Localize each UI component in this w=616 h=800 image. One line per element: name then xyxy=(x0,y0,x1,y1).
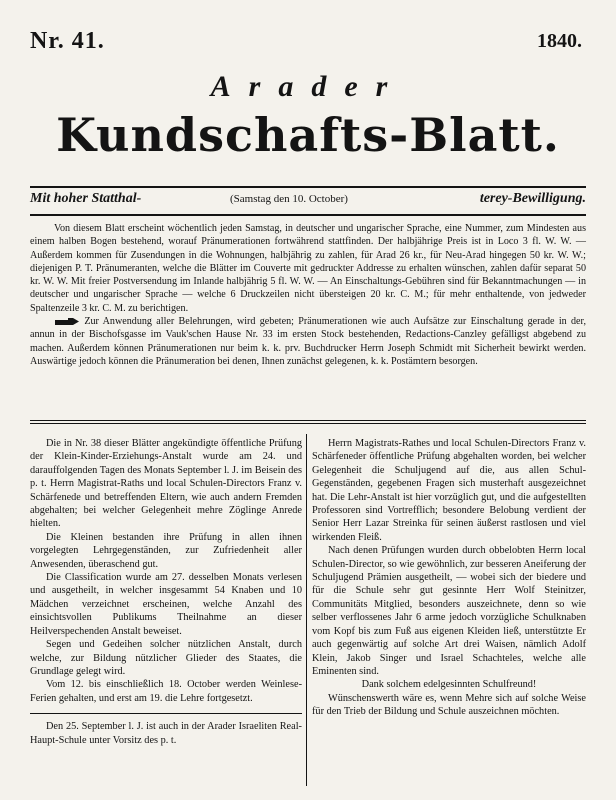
left-paragraph-1: Die in Nr. 38 dieser Blätter angekündigte öffentliche Prüfung der Klein-Kinder-Erziehungs-Anstalt wurde am 24. und darauffolgenden Tagen des Monats September l. J. im Beisein des p. t. Herrn Magistrat-Raths und local Schulen-Directors Franz v. Schärfenede und betreffenden Eltern, wie auch andern Fremden abgehalten; bei welcher Gelegenheit mehre Zöglinge Anrede hielten. xyxy=(30,438,302,530)
notice-paragraph-1: Von diesem Blatt erscheint wöchentlich jeden Samstag, in deutscher und ungarischer Sprache, eine Nummer, zum Mindesten aus einem halben Bogen bestehend, worauf Pränumerationen fortwährend stattfinden. Der halbjährige Preis ist in Loco 3 fl. W. W. — Außerdem kommen für Zusendungen in die Wohnungen, halbjährig zu zahlen, für Arad 26 kr., für Neu-Arad hingegen 50 kr. W. W.; diejenigen P. T. Pränumeranten, welche die Blätter im Couverte mit gedruckter Addresse zu erhalten wünschen, zahlen dafür separat 50 kr. W. W. Mit freier Postversendung im Inlande halbjährig 5 fl. W. W. — An Einschaltungs-Gebühren sind für Bekanntmachungen — in deutscher und ungarischer Sprache — welche 6 Druckzeilen nicht übersteigen 20 kr. C. M.; für mehr enthaltende, von jedweder Spaltenzeile 3 kr. C. M. zu berichtigen. xyxy=(30,223,586,314)
right-paragraph-2: Nach denen Prüfungen wurden durch obbelobten Herrn local Schulen-Director, so wie gewöhnlich, zur besseren Aneiferung der Schuljugend Prämien ausgetheilt, — wobei sich der biedere und für die Schule sehr gut gesinnte Herr Wolf Steinitzer, Communitäts Mitglied, besonders auszeichnete, denn so wie selber verflossenes Jahr 6 arme jedoch vorzügliche Schulknaben vom Kopf bis zum Fuß aus eigenen Kleiden ließ, unterstützte Er auch gegenwärtig auf solche Art drei Waisen, nämlich Adolf Klein, Jakob Singer und Israel Schachteles, welche alle Eminenten sind. xyxy=(312,545,586,677)
pointing-hand-icon xyxy=(54,317,80,326)
right-paragraph-3: Dank solchem edelgesinnten Schulfreund! xyxy=(361,679,537,691)
issue-number: Nr. 41. xyxy=(30,28,105,54)
right-paragraph-4: Wünschenswerth wäre es, wenn Mehre sich auf solche Weise für den Trieb der Bildung und Schule auszeichnen möchten. xyxy=(312,692,586,718)
left-paragraph-4: Segen und Gedeihen solcher nützlichen Anstalt, durch welche, zur Bildung nützlicher Glieder des Staates, die Grundlage gelegt wird. xyxy=(30,639,302,677)
rule-above-columns-double xyxy=(30,423,586,424)
notice-paragraph-2: Zur Anwendung aller Belehrungen, wird gebeten; Pränumerationen wie auch Aufsätze zur Einschaltung gerade in der, annun in der Bischofsgasse im Vauk'schen Hause Nr. 33 im ersten Stock bestehenden, Redactions-Canzley gefälligst abgebend zu machen. Außerdem können Pränumerationen nur beim k. k. prv. Buchdrucker Herrn Joseph Schmidt mit Sicherheit bewirkt werden. Auswärtige jedoch können die Pränumeration bei denen, Ihnen zunächst gelegenen, k. k. Postämtern besorgen. xyxy=(30,316,586,367)
left-column xyxy=(30,437,302,747)
subtitle-right: terey-Bewilligung. xyxy=(479,191,586,206)
column-divider xyxy=(306,434,307,786)
rule-below-subtitle xyxy=(30,214,586,216)
right-paragraph-1: Herrn Magistrats-Rathes und local Schulen-Directors Franz v. Schärfeneder öffentliche Prüfung abgehalten worden, bei welcher Gelegenheit die Schuljugend auf die, aus allen Schul-Gegenständen, gegebenen Fragen sich musterhaft ausgezeichnet hat. Die Lehr-Anstalt ist hier vorzüglich gut, und die aufgestellten Professoren sind Vortrefflich; besondere Belobung verdient der Senior Herr Lazar Streinka für seinen äußerst rastlosen und viel wirkenden Fleiß. xyxy=(312,438,586,543)
left-column-separator xyxy=(30,713,302,714)
left-paragraph-3: Die Classification wurde am 27. desselben Monats verlesen und ausgetheilt, in welcher insgesammt 54 Knaben und 10 Mädchen verzeichnet erscheinen, welche Anzahl des einsichtsvollen Publikums Theilnahme an dieser Heilverspechenden Anstalt beweiset. xyxy=(30,572,302,637)
left-paragraph-6: Den 25. September l. J. ist auch in der Arader Israeliten Real-Haupt-Schule unter Vorsitz des p. t. xyxy=(30,721,302,746)
notice-paragraph-2-wrap xyxy=(30,315,586,368)
issue-year: 1840. xyxy=(537,30,582,52)
rule-above-columns xyxy=(30,420,586,421)
masthead-title: Kundschafts-Blatt. xyxy=(56,108,560,162)
left-paragraph-5: Vom 12. bis einschließlich 18. October werden Weinlese-Ferien gehalten, und erst am 19. die Lehre fortgesetzt. xyxy=(30,679,302,704)
subtitle-line xyxy=(30,191,586,211)
left-paragraph-2: Die Kleinen bestanden ihre Prüfung in allen ihnen vorgelegten Lehrgegenständen, zur Zufriedenheit aller Anwesenden, überaschend gut. xyxy=(30,531,302,570)
issue-date: (Samstag den 10. October) xyxy=(230,193,348,205)
masthead-town: Arader xyxy=(210,70,406,103)
rule-top xyxy=(30,186,586,188)
subscription-notice xyxy=(30,222,586,368)
right-column xyxy=(312,437,586,719)
subtitle-left: Mit hoher Statthal- xyxy=(30,191,142,206)
